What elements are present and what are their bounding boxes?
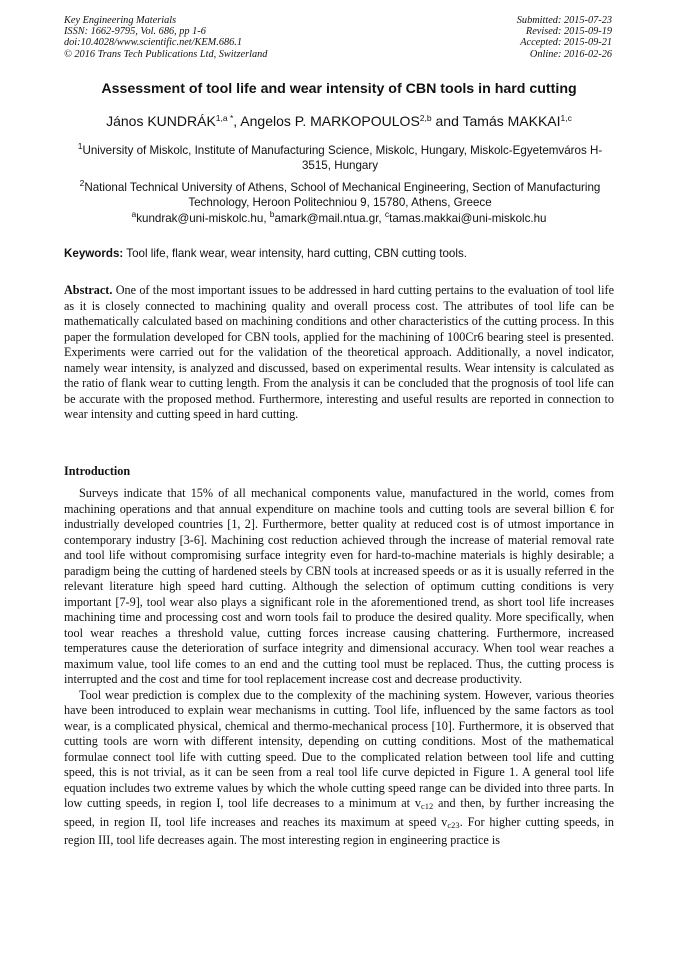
affiliation-1-marker: 1: [77, 141, 83, 151]
issn-line: ISSN: 1662-9795, Vol. 686, pp 1-6: [64, 26, 206, 38]
email-a: kundrak@uni-miskolc.hu,: [136, 212, 270, 225]
keywords: [64, 247, 614, 260]
abstract-label: Abstract.: [64, 283, 113, 297]
email-b: amark@mail.ntua.gr,: [274, 212, 385, 225]
affiliation-1-text: University of Miskolc, Institute of Manufacturing Science, Miskolc, Hungary, Miskolc-Egyetemváros H-3515, Hungary: [82, 144, 603, 172]
paragraph-2: [64, 688, 614, 849]
author-1-name: János KUNDRÁK: [106, 113, 216, 129]
affiliation-1: [70, 139, 610, 173]
author-emails: [0, 209, 678, 225]
paragraph-2-part-2: and then, by further increasing the speed, in region II, tool life increases and reaches its maximum at speed v: [64, 796, 614, 829]
dates-header: [517, 15, 612, 60]
author-list: [0, 113, 678, 129]
abstract-text: One of the most important issues to be addressed in hard cutting pertains to the evaluation of tool life as it is closely connected to machining quality and overall process cost. The attributes of tool life can be mathematically calculated based on machining conditions and other characteristics of the cutting process. In this paper the formulation developed for CBN tools, applied for the machining of 100Cr6 bearing steel is presented. Experiments were carried out for the validation of the theoretical approach. Additionally, a novel indicator, namely wear intensity, is analyzed and discussed, based on experimental results. Wear intensity is calculated as the ratio of flank wear to cutting length. From the analysis it can be concluded that the prognosis of tool life can be accurate with the proposed method. Furthermore, interesting and useful results are reported in connection to wear intensity and cutting speed in hard cutting.: [64, 283, 614, 421]
introduction-body: [64, 486, 614, 849]
journal-name: Key Engineering Materials: [64, 15, 177, 26]
paragraph-2-part-3: . For higher cutting speeds, in region III, tool life decreases again. The most interesting region in engineering practice is: [64, 814, 614, 847]
online-date: Online: 2016-02-26: [529, 48, 612, 60]
affiliation-2-text: National Technical University of Athens, School of Mechanical Engineering, Section of Manufacturing Technology, Heroon Politechniou 9, 15780, Athens, Greece: [84, 181, 601, 209]
journal-header: [64, 15, 267, 60]
author-3-name: and Tamás MAKKAI: [431, 113, 561, 129]
subscript-c23: c23: [447, 819, 460, 830]
submitted-date: Submitted: 2015-07-23: [516, 15, 612, 26]
doi-line: doi:10.4028/www.scientific.net/KEM.686.1: [64, 37, 242, 49]
paper-title: Assessment of tool life and wear intensity of CBN tools in hard cutting: [101, 81, 577, 97]
author-3-superscript: 1,c: [560, 113, 572, 123]
author-2-superscript: 2,b: [419, 113, 432, 123]
author-2-name: , Angelos P. MARKOPOULOS: [233, 113, 420, 129]
email-a-marker: a: [131, 209, 137, 219]
email-c: tamas.makkai@uni-miskolc.hu: [389, 212, 547, 225]
email-c-marker: c: [384, 209, 390, 219]
affiliation-2-marker: 2: [79, 178, 85, 188]
keywords-text: Tool life, flank wear, wear intensity, hard cutting, CBN cutting tools.: [123, 247, 467, 260]
author-1-superscript: 1,a *: [215, 113, 234, 123]
accepted-date: Accepted: 2015-09-21: [520, 37, 612, 49]
abstract: [64, 283, 614, 423]
affiliation-2: [70, 176, 610, 210]
paragraph-2-part-1: Tool wear prediction is complex due to the complexity of the machining system. However, various theories have been introduced to explain wear mechanisms in cutting. Tool life, influenced by the same factors as tool wear, is a complicated physical, chemical and thermo-mechanical process [10]. Furthermore, it is observed that cutting tools are worn with different intensity, depending on cutting conditions. Most of the mathematical formulae connect tool life with cutting speed. Due to the complicated relation between tool life and cutting speed, this is not trivial, as it can be seen from a real tool life curve depicted in Figure 1. A general tool life equation includes two extreme values by which the whole cutting speed range can be divided into three parts. In low cutting speeds, in region I, tool life decreases to a minimum at v: [64, 687, 614, 810]
email-b-marker: b: [269, 209, 275, 219]
keywords-label: Keywords:: [64, 247, 124, 260]
revised-date: Revised: 2015-09-19: [525, 26, 612, 38]
subscript-c12: c12: [420, 801, 434, 811]
section-heading-introduction: Introduction: [64, 464, 131, 478]
paragraph-1: Surveys indicate that 15% of all mechanical components value, manufactured in the world, comes from machining operations and that annual expenditure on machine tools and cutting tools are several billion € for industrially developed countries [1, 2]. Furthermore, better quality at reduced cost is of utmost importance in contemporary industry [3-6]. Machining cost reduction achieved through the increase of material removal rate and tool life without compromising surface integrity even for hard-to-machine materials is highly desirable; a paradigm being the cutting of hardened steels by CBN tools at increased speeds or as it is usually referred in the relevant literature high speed hard cutting. Although the selection of optimum cutting conditions is very important [7-9], tool wear also plays a significant role in the aforementioned trend, as short tool life increases machining time and processing cost and worn tools fail to produce the desired quality. More specifically, when tool wear reaches a threshold value, cutting forces increase causing chattering. Furthermore, increased temperatures cause the deterioration of surface integrity and dimensional accuracy. When tool wear reaches a maximum value, tool life comes to an end and the cutting tool must be replaced. Thus, the cutting process is interrupted and the cost and time for tool replacement increase cost and decrease productivity.: [64, 486, 614, 686]
copyright-line: © 2016 Trans Tech Publications Ltd, Switzerland: [64, 48, 268, 60]
